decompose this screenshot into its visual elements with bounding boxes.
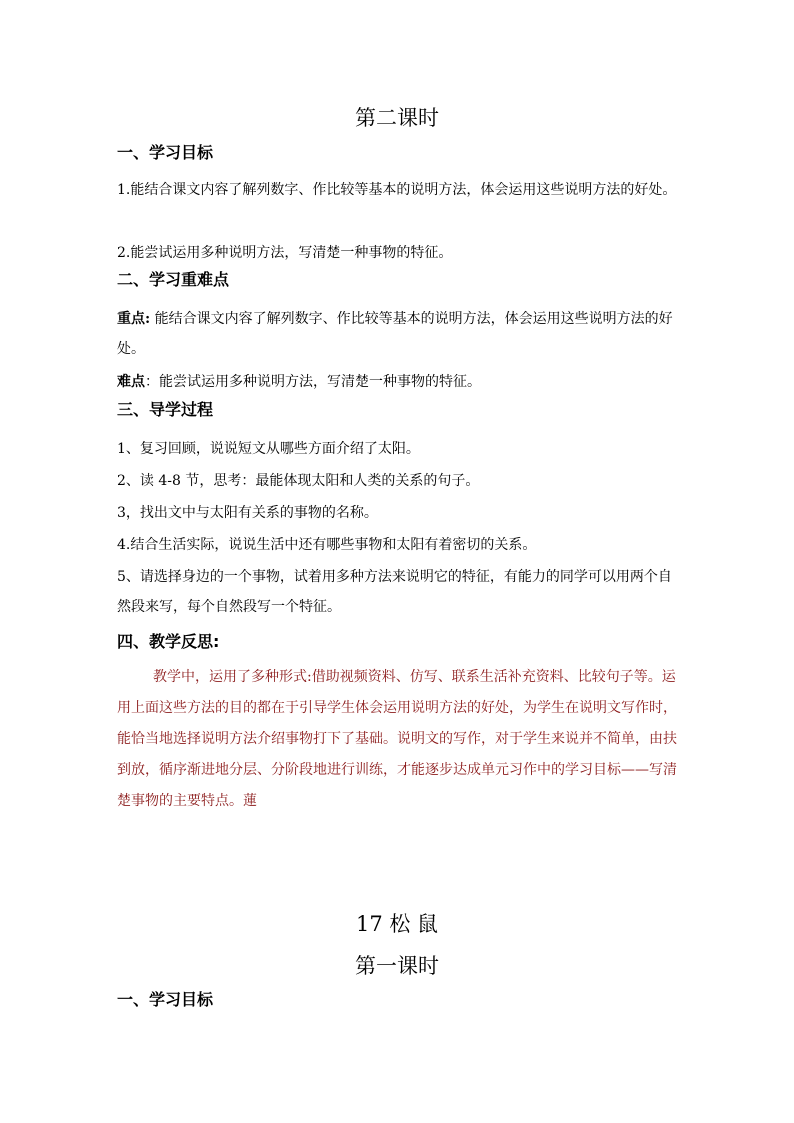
- lesson-title: 17 松 鼠: [355, 912, 439, 936]
- teaching-reflection-text: 教学中，运用了多种形式:借助视频资料、仿写、联系生活补充资料、比较句子等。运用上面这些方法的目的都在于引导学生体会运用说明方法的好处，为学生在说明文写作时，能恰当地选择说明方法介绍事物打下了基础。说明文的写作，对于学生来说并不简单，由扶到放，循序渐进地分层、分阶段地进行训练，才能逐步达成单元习作中的学习目标——写清楚事物的主要特点。蓮: [117, 669, 677, 809]
- step-4: 4.结合生活实际，说说生活中还有哪些事物和太阳有着密切的关系。: [117, 537, 537, 553]
- lesson-period-title: 第二课时: [355, 106, 439, 130]
- lesson-period-title-2: 第一课时: [355, 954, 439, 978]
- key-point-text: 能结合课文内容了解列数字、作比较等基本的说明方法，体会运用这些说明方法的好处。: [117, 311, 673, 357]
- key-point: [117, 304, 677, 364]
- step-5: 5、请选择身边的一个事物，试着用多种方法来说明它的特征，有能力的同学可以用两个自然段来写，每个自然段写一个特征。: [117, 569, 672, 615]
- goal-1: 1.能结合课文内容了解列数字、作比较等基本的说明方法，体会运用这些说明方法的好处。: [117, 182, 677, 198]
- key-point-label: 重点:: [117, 311, 151, 327]
- step-1: 1、复习回顾，说说短文从哪些方面介绍了太阳。: [117, 441, 420, 457]
- difficult-point: [117, 367, 677, 397]
- heading-learning-goals: 一、学习目标: [117, 143, 214, 162]
- difficult-point-text: ：能尝试运用多种说明方法，写清楚一种事物的特征。: [145, 374, 481, 390]
- step-2: 2、读 4-8 节，思考：最能体现太阳和人类的关系的句子。: [117, 473, 480, 489]
- heading-key-difficult: 二、学习重难点: [117, 270, 230, 289]
- heading-learning-goals-2: 一、学习目标: [117, 990, 214, 1009]
- goal-2: 2.能尝试运用多种说明方法，写清楚一种事物的特征。: [117, 245, 453, 261]
- heading-guided-process: 三、导学过程: [117, 400, 214, 419]
- difficult-point-label: 难点: [117, 374, 145, 390]
- heading-teaching-reflection: 四、教学反思:: [117, 632, 220, 651]
- step-3: 3，找出文中与太阳有关系的事物的名称。: [117, 505, 378, 521]
